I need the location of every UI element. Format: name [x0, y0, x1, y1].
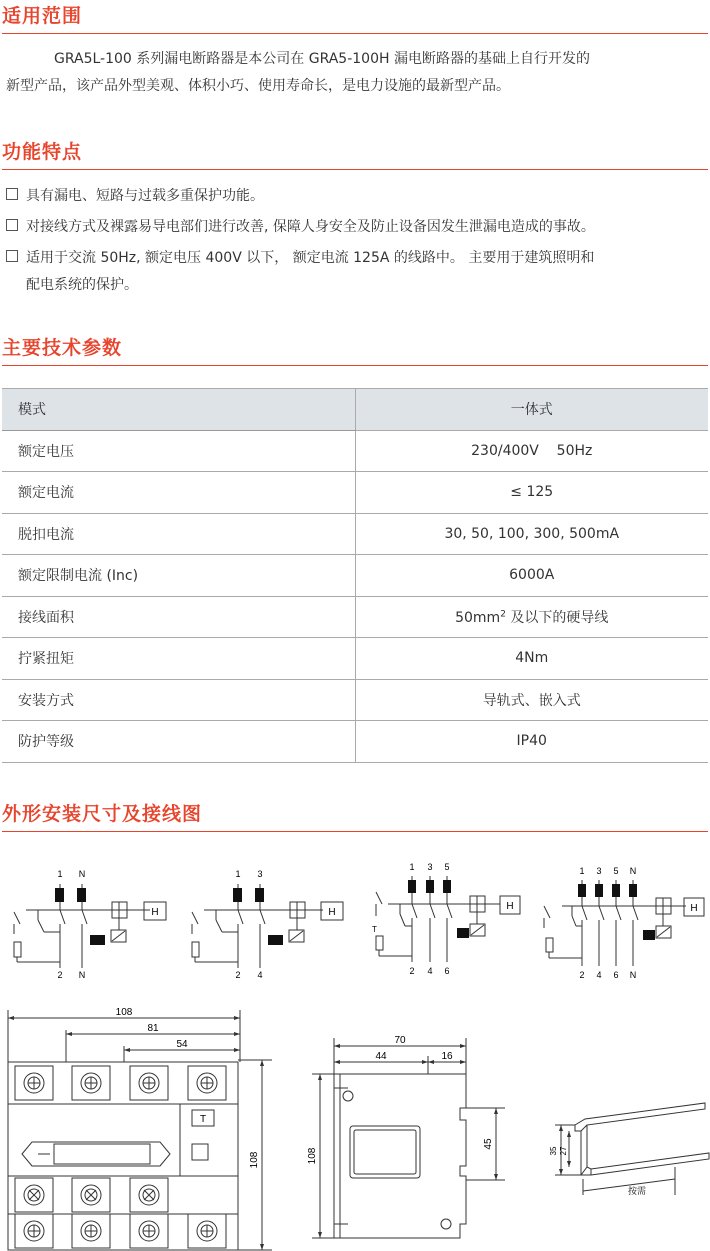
table-row — [2, 555, 708, 597]
feature-item-3: 适用于交流 50Hz, 额定电压 400V 以下， 额定电流 125A 的线路中。 主要用于建筑照明和 配电系统的保护。 — [6, 245, 706, 299]
terminal-label: N — [78, 869, 86, 879]
table-row — [2, 721, 708, 763]
dimension-label: 45 — [483, 1138, 494, 1150]
feature-item-2: 对接线方式及裸露易导电部们进行改善, 保障人身安全及防止设备因发生泄漏电造成的事故。 — [6, 214, 706, 241]
rail-length-label: 按需 — [627, 1186, 647, 1196]
t-label: T — [372, 925, 377, 934]
terminal-label: 1 — [235, 869, 241, 879]
section-title-dimensions: 外形安装尺寸及接线图 — [2, 803, 203, 825]
terminal-label: 1 — [57, 869, 63, 879]
feature-item-1: 具有漏电、短路与过载多重保护功能。 — [6, 183, 706, 210]
section-title-specs: 主要技术参数 — [2, 337, 123, 359]
terminal-label: 4 — [427, 966, 433, 976]
wiring-diagram-2 — [178, 862, 353, 987]
h-box-label: H — [690, 903, 698, 914]
section-heading-features — [2, 136, 708, 170]
front-view-drawing — [0, 1000, 275, 1251]
h-box-label: H — [151, 907, 159, 918]
spec-table — [2, 388, 708, 763]
section-rule — [2, 365, 708, 367]
terminal-label: 2 — [235, 970, 241, 980]
spec-value: 30, 50, 100, 300, 500mA — [355, 513, 708, 555]
terminal-label: 3 — [257, 869, 263, 879]
table-row — [2, 513, 708, 555]
spec-value: ≤ 125 — [355, 472, 708, 514]
terminal-label: 2 — [57, 970, 63, 980]
section-rule — [2, 169, 708, 171]
dimension-label: 70 — [394, 1035, 406, 1046]
dimension-label: 54 — [176, 1039, 188, 1050]
terminal-label: 5 — [444, 862, 450, 872]
dimension-label: 81 — [147, 1023, 159, 1034]
terminal-label: 2 — [409, 966, 415, 976]
spec-key: 脱扣电流 — [2, 513, 355, 555]
side-view-drawing — [290, 1028, 505, 1251]
terminal-label: N — [629, 866, 637, 876]
section-heading-specs — [2, 332, 708, 366]
test-button-label: T — [199, 1114, 207, 1125]
checkbox-icon — [6, 188, 18, 200]
dimension-label: 44 — [375, 1051, 387, 1062]
table-row — [2, 638, 708, 680]
spec-key: 额定限制电流 (Inc) — [2, 555, 355, 597]
h-box-label: H — [328, 907, 336, 918]
checkbox-icon — [6, 219, 18, 231]
wiring-diagram-1 — [0, 862, 175, 987]
spec-key: 额定电流 — [2, 472, 355, 514]
terminal-label: 6 — [444, 966, 450, 976]
spec-key: 拧紧扭矩 — [2, 638, 355, 680]
dimension-label: 108 — [249, 1151, 260, 1169]
terminal-label: N — [78, 970, 86, 980]
spec-key: 模式 — [2, 389, 355, 431]
terminal-label: 4 — [596, 970, 602, 980]
section-rule — [2, 831, 708, 833]
spec-value: 导轨式、嵌入式 — [355, 679, 708, 721]
terminal-label: 5 — [613, 866, 619, 876]
scope-line-1: GRA5L-100 系列漏电断路器是本公司在 GRA5-100H 漏电断路器的基础上自行开发的 — [54, 51, 590, 67]
dimension-label: 27 — [559, 1146, 568, 1156]
terminal-label: 3 — [427, 862, 433, 872]
section-title-scope: 适用范围 — [2, 5, 83, 27]
dimension-label: 35 — [549, 1146, 558, 1156]
section-title-features: 功能特点 — [2, 141, 83, 163]
checkbox-icon — [6, 250, 18, 262]
section-rule — [2, 33, 708, 35]
spec-value: IP40 — [355, 721, 708, 763]
scope-line-2: 新型产品，该产品外型美观、体积小巧、使用寿命长，是电力设施的最新型产品。 — [6, 78, 510, 94]
table-row — [2, 389, 708, 431]
spec-value: 一体式 — [355, 389, 708, 431]
spec-key: 接线面积 — [2, 596, 355, 638]
spec-value: $50mm^2$ 及以下的硬导线 — [355, 596, 708, 638]
terminal-label: 2 — [579, 970, 585, 980]
dimension-label: 108 — [115, 1007, 133, 1018]
spec-key: 安装方式 — [2, 679, 355, 721]
terminal-label: 1 — [409, 862, 415, 872]
section-heading-dimensions — [2, 798, 708, 832]
wiring-diagram-4 — [538, 862, 710, 987]
din-rail-drawing — [525, 1095, 710, 1205]
wiring-diagram-3 — [360, 856, 530, 981]
spec-key: 防护等级 — [2, 721, 355, 763]
table-row — [2, 596, 708, 638]
table-row — [2, 430, 708, 472]
dimension-label: 16 — [441, 1051, 453, 1062]
h-box-label: H — [506, 901, 514, 912]
spec-value: 6000A — [355, 555, 708, 597]
section-heading-scope — [2, 0, 708, 34]
spec-key: 额定电压 — [2, 430, 355, 472]
terminal-label: 4 — [257, 970, 263, 980]
terminal-label: 1 — [579, 866, 585, 876]
terminal-label: 6 — [613, 970, 619, 980]
spec-value: 4Nm — [355, 638, 708, 680]
terminal-label: N — [629, 970, 637, 980]
table-row — [2, 472, 708, 514]
scope-paragraph — [6, 46, 706, 100]
spec-value: 230/400V 50Hz — [355, 430, 708, 472]
dimension-label: 108 — [307, 1147, 318, 1165]
terminal-label: 3 — [596, 866, 602, 876]
table-row — [2, 679, 708, 721]
